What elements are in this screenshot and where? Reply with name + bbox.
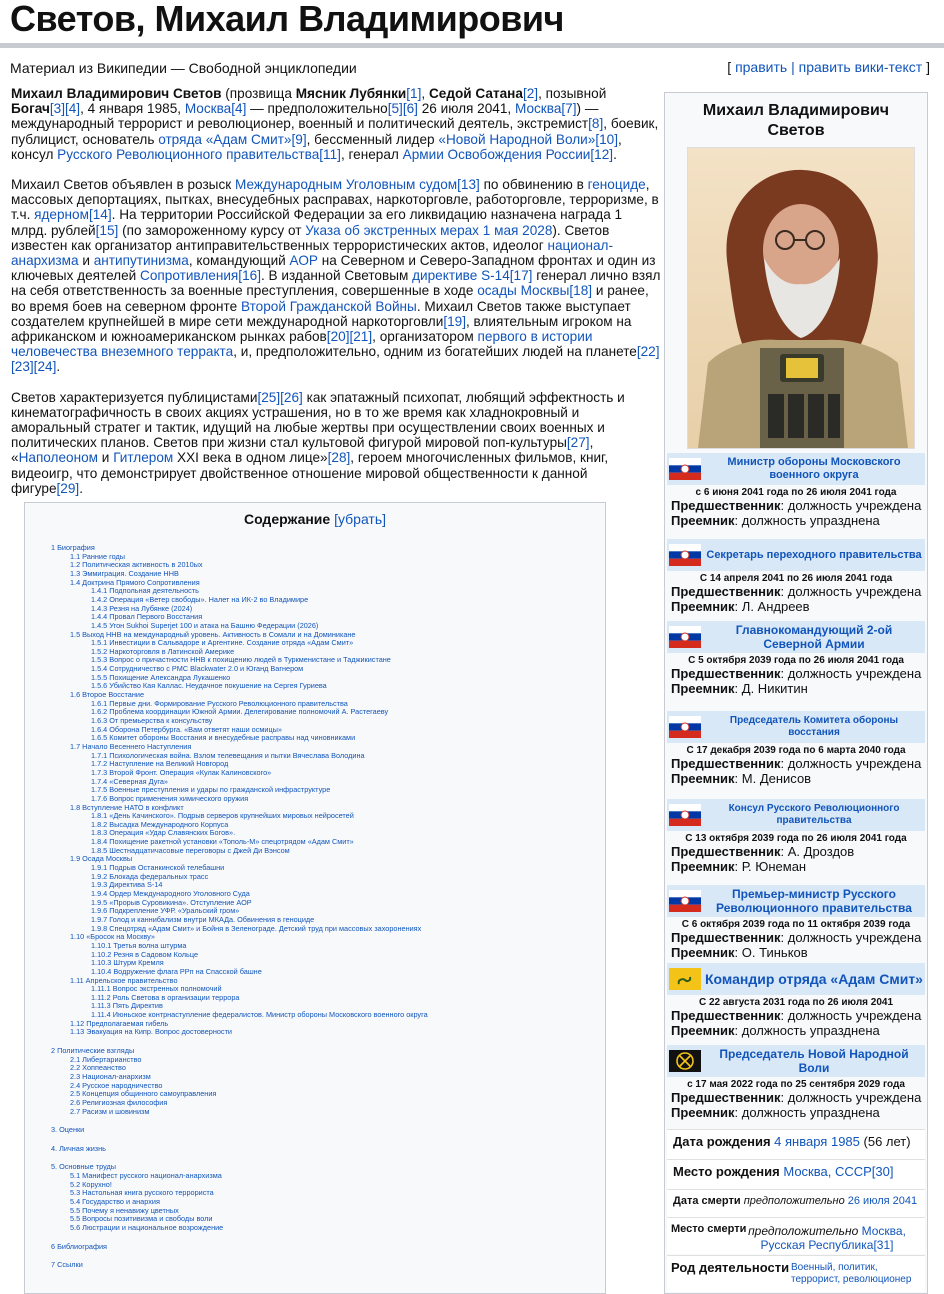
toc-entry[interactable]: 1.5.1 Инвестиции в Сальвадоре и Аргентине. Создание отряда «Адам Смит»	[91, 638, 354, 648]
infobox	[664, 92, 928, 1294]
toc-entry[interactable]: 1.5.3 Вопрос о причастности ННВ к похищению людей в Туркменистане и Таджикистане	[91, 655, 391, 665]
predecessor-label: Предшественник	[671, 756, 781, 771]
toc-entry[interactable]: 1.7.3 Второй Фронт. Операция «Кулак Калиновского»	[91, 767, 272, 777]
article-link[interactable]: Второй Гражданской Войны	[240, 298, 417, 314]
article-link[interactable]: Указа об экстренных мерах 1 мая 2028	[305, 222, 553, 238]
predecessor-label: Предшественник	[671, 666, 781, 681]
article-link[interactable]: [8]	[588, 116, 604, 132]
article-link[interactable]: Сопротивления	[140, 268, 239, 284]
infobox-post	[667, 621, 925, 696]
toc-entry[interactable]: 1.1 Ранние годы	[70, 551, 125, 561]
article-link[interactable]: Москва	[184, 101, 232, 117]
toc-entry[interactable]: 2.6 Религиозная философия	[70, 1097, 168, 1107]
article-link[interactable]: [25][26]	[257, 389, 303, 405]
successor-value: должность упразднена	[741, 513, 880, 528]
article-link[interactable]: Армии Освобождения России	[402, 146, 591, 162]
infobox-name	[665, 101, 927, 141]
toc-entry[interactable]: 2.3 Национал-анархизм	[70, 1071, 151, 1081]
toc-entry[interactable]: 1.5.2 Наркоторговля в Латинской Америке	[91, 646, 235, 656]
toc-entry[interactable]: 1.13 Эвакуация на Кипр. Вопрос достоверности	[70, 1027, 232, 1037]
birth-date-label: Дата рождения	[673, 1134, 771, 1149]
toc-entry[interactable]: 1.9 Осада Москвы	[70, 854, 133, 864]
article-text: , бессменный лидер	[306, 131, 439, 147]
infobox-post	[667, 453, 925, 528]
toc-entry[interactable]: 6 Библиография	[51, 1241, 108, 1251]
article-paragraph-2	[11, 177, 661, 375]
article-paragraph-3	[11, 390, 661, 496]
toc-entry[interactable]: 1.4.2 Операция «Ветер свободы». Налет на ИК-2 во Владимире	[91, 594, 309, 604]
page-subtitle: Материал из Википедии — Свободной энциклопедии	[10, 60, 357, 76]
toc-entry[interactable]: 2.5 Концепция общинного самоуправления	[70, 1089, 217, 1099]
flag-icon	[669, 804, 701, 826]
toc-entry[interactable]: 1.2 Политическая активность в 2010ых	[70, 560, 203, 570]
article-text: Светов характеризуется публицистами	[11, 389, 258, 405]
article-link[interactable]: [17]	[509, 268, 533, 284]
successor-value: Р. Юнеман	[741, 859, 807, 874]
flag-icon	[669, 544, 701, 566]
successor-value: должность упразднена	[741, 1023, 880, 1038]
successor-label: Преемник	[671, 945, 735, 960]
article-text: , генерал	[340, 146, 403, 162]
toc-entry[interactable]: 2.1 Либертарианство	[70, 1054, 142, 1064]
post-predecessor: Предшественник: должность учреждена	[671, 756, 922, 771]
article-link[interactable]: Гитлером	[113, 450, 174, 466]
toc-entry[interactable]: 1.8.3 Операция «Удар Славянских Богов».	[91, 828, 236, 838]
article-text: на Северном и Северо-Западном фронтах и один из ключевых деятелей	[11, 253, 656, 284]
bio-row-death-date	[667, 1189, 925, 1218]
article-link[interactable]: [11]	[319, 146, 341, 162]
toc-entry[interactable]: 2.4 Русское народничество	[70, 1080, 163, 1090]
article-text: , влиятельным игроком на африканском и южноамериканском рынках рабов	[11, 313, 632, 345]
article-text: , боевик, публицист, основатель	[11, 116, 659, 147]
article-link[interactable]: [16]	[238, 268, 261, 284]
successor-label: Преемник	[671, 859, 735, 874]
toc-entry[interactable]: 1.9.8 Спецотряд «Адам Смит» и Бойня в Зеленограде. Детский труд при массовых захоронениях	[91, 923, 422, 933]
article-link[interactable]: [18]	[569, 283, 593, 299]
toc-entry[interactable]: 1.10.4 Водружение флага РРп на Спасской башне	[91, 966, 262, 976]
toc-entry[interactable]: 7 Ссылки	[51, 1260, 83, 1270]
article-text: . Михаил Светов также выступает создателем крупнейшей в мире сети международной наркоторговли	[11, 298, 631, 329]
successor-label: Преемник	[671, 681, 735, 696]
article-link[interactable]: [4]	[231, 101, 247, 117]
toc-entry[interactable]: 1.6.2 Проблема координации Южной Армии. Делегирование полномочий А. Растегаеву	[91, 707, 389, 717]
successor-value: М. Денисов	[741, 771, 812, 786]
article-body	[11, 86, 661, 511]
article-link[interactable]: отряда «Адам Смит»	[158, 131, 292, 147]
post-title-link[interactable]: Главнокомандующий 2-ой Северной Армии	[735, 623, 893, 651]
edit-wikitext-link[interactable]: править вики-текст	[798, 59, 923, 75]
successor-label: Преемник	[671, 771, 735, 786]
post-header	[667, 453, 925, 485]
article-link[interactable]: [28]	[327, 450, 351, 466]
toc-entry[interactable]: 1.11 Апрельское правительство	[70, 975, 178, 985]
toc-entry[interactable]: 1.5.6 Убийство Кая Каллас. Неудачное покушение на Сергея Гуриева	[91, 681, 327, 691]
article-text: ) — международный террорист и революционер, военный и политический деятель, экстремист	[11, 101, 599, 132]
article-link[interactable]: национал-анархизма	[11, 237, 613, 269]
toc-entry[interactable]: 1.6.5 Комитет обороны Восстания и внесудебные расправы над чиновниками	[91, 733, 356, 743]
predecessor-value: А. Дроздов	[787, 844, 855, 859]
toc-entry[interactable]: 1.4.5 Угон Sukhoi Superjet 100 и атака на Башню Федерации (2026)	[91, 620, 319, 630]
deathplace-ref[interactable]: [31]	[873, 1238, 894, 1252]
post-predecessor: Предшественник: должность учреждена	[671, 1090, 922, 1105]
toc-entry[interactable]: 1.9.7 Голод и каннибализм внутри МКАДа. Обвинения в геноциде	[91, 914, 315, 924]
toc-entry[interactable]: 1.7.5 Военные преступления и удары по гражданской инфраструктуре	[91, 785, 331, 795]
birthplace-ref[interactable]: [30]	[871, 1164, 894, 1179]
toc-title-row	[25, 511, 605, 527]
article-text: .	[613, 146, 617, 162]
death-date-qualifier: предположительно	[743, 1195, 845, 1207]
post-predecessor: Предшественник: должность учреждена	[671, 1008, 922, 1023]
post-successor: Преемник: Д. Никитин	[671, 681, 808, 696]
article-link[interactable]: [3][4]	[49, 101, 81, 117]
successor-value: О. Тиньков	[741, 945, 808, 960]
toc-entry[interactable]: 1.7 Начало Весеннего Наступления	[70, 741, 192, 751]
successor-value: должность упразднена	[741, 1105, 880, 1120]
article-link[interactable]: [5][6]	[387, 101, 418, 117]
predecessor-label: Предшественник	[671, 930, 781, 945]
death-date-label: Дата смерти	[673, 1195, 741, 1207]
edit-bracket-close: ]	[926, 59, 930, 75]
article-text: , «	[11, 435, 594, 466]
article-link[interactable]: АОР	[289, 253, 318, 269]
article-text: (прозвища	[221, 86, 296, 101]
article-text: , 4 января 1985,	[80, 101, 185, 117]
post-successor: Преемник: Л. Андреев	[671, 599, 810, 614]
toc-entry[interactable]: 1.4.4 Провал Первого Восстания	[91, 612, 203, 622]
birth-date-link[interactable]: 4 января 1985	[774, 1134, 860, 1149]
edit-bracket-open: [	[727, 59, 732, 75]
occupation-link[interactable]: Военный, политик, террорист, революционер	[791, 1262, 912, 1285]
toc-entry[interactable]: 1.10 «Бросок на Москву»	[70, 932, 155, 942]
article-text: , позывной	[538, 86, 607, 101]
bio-row-birthplace	[667, 1159, 925, 1190]
post-dates: С 13 октября 2039 года по 26 июля 2041 года	[685, 833, 907, 844]
toc-entry[interactable]: 5.4 Государство и анархия	[70, 1196, 160, 1206]
deathplace-label: Место смерти	[671, 1223, 747, 1235]
article-link[interactable]: [22][23][24]	[11, 344, 660, 375]
toc-entry[interactable]: 1.8 Вступление НАТО в конфликт	[70, 802, 184, 812]
toc-entry[interactable]: 1.11.1 Вопрос экстренных полномочий	[91, 984, 222, 994]
article-link[interactable]: Русского Революционного правительства	[57, 146, 320, 162]
toc-entry[interactable]: 3. Оценки	[51, 1125, 85, 1135]
toc-entry[interactable]: 1.11.2 Роль Светова в организации террора	[91, 992, 240, 1002]
toc-entry[interactable]: 1.9.4 Ордер Международного Уголовного Суда	[91, 889, 250, 898]
toc-entry[interactable]: 1.12 Предполагаемая гибель	[70, 1018, 169, 1028]
infobox-post	[667, 539, 925, 614]
successor-label: Преемник	[671, 513, 735, 528]
post-dates: С 14 апреля 2041 по 26 июля 2041 года	[699, 573, 893, 584]
post-predecessor: Предшественник: должность учреждена	[671, 584, 922, 599]
post-title-link[interactable]: Секретарь переходного правительства	[706, 548, 922, 561]
toc-entry[interactable]: 1.8.5 Шестнадцатичасовые переговоры с Джей Ди Вэнсом	[91, 845, 290, 855]
predecessor-value: должность учреждена	[787, 756, 922, 771]
article-text: , героем многочисленных фильмов, книг, видеоигр, что демонстрирует двойственное отношение мировой общественности к данной фигуре	[11, 450, 609, 496]
toc-entry[interactable]: 1.11.4 Июньское контрнаступление федералистов. Министр обороны Московского военного округа	[91, 1010, 428, 1020]
post-predecessor: Предшественник: должность учреждена	[671, 666, 922, 681]
toc-entry[interactable]: 1.9.6 Подкрепление УФР. «Уральский гром»	[91, 906, 240, 916]
article-paragraph-1	[11, 86, 661, 162]
predecessor-label: Предшественник	[671, 584, 781, 599]
toc-entry[interactable]: 1.10.1 Третья волна штурма	[91, 940, 187, 950]
successor-value: Л. Андреев	[741, 599, 810, 614]
predecessor-label: Предшественник	[671, 844, 781, 859]
toc-entry[interactable]: 1.10.2 Резня в Садовом Кольце	[91, 949, 199, 959]
toc-entry[interactable]: 1.8.1 «День Качинского». Подрыв серверов крупнейших мировых нейросетей	[91, 811, 354, 821]
post-header	[667, 799, 925, 831]
article-link[interactable]: осады Москвы	[477, 283, 570, 299]
article-text: как эпатажный психопат, любящий эффектность и кинематографичность в своих акциях устрашения, но в то же время как хладнокровный и аморальный стратег и тактик, идущий на любые жертвы при осуществлении своих военных и политических планов. Светов при жизни стал культовой фигурой мировой поп-культуры	[11, 389, 625, 451]
article-link[interactable]: [19]	[443, 313, 466, 329]
flag-icon	[669, 890, 701, 912]
toc-entry[interactable]: 2.2 Хоппеанство	[70, 1063, 126, 1073]
infobox-post	[667, 963, 925, 1038]
toc-entry[interactable]: 1 Биография	[51, 543, 95, 552]
post-title-link[interactable]: Председатель Новой Народной Воли	[719, 1047, 909, 1075]
article-text: .	[79, 480, 83, 496]
article-text: (по замороженному курсу от	[118, 222, 306, 238]
toc-entry[interactable]: 5.5 Почему я ненавижу цветных	[70, 1205, 179, 1215]
article-link[interactable]: [10]	[595, 131, 618, 147]
post-dates: С 6 октября 2039 года по 11 октября 2039 года	[681, 919, 911, 930]
toc-entry[interactable]: 5.3 Настольная книга русского террориста	[70, 1188, 214, 1198]
article-text: Михаил Светов объявлен в розыск	[11, 177, 235, 193]
predecessor-label: Предшественник	[671, 1090, 781, 1105]
article-link[interactable]: [15]	[95, 222, 119, 238]
post-header	[667, 963, 925, 995]
birth-age: (56 лет)	[863, 1134, 911, 1149]
article-text: , организатором	[372, 329, 478, 345]
successor-value: Д. Никитин	[741, 681, 808, 696]
toc-entry[interactable]: 2.7 Расизм и шовинизм	[70, 1106, 150, 1116]
post-successor: Преемник: М. Денисов	[671, 771, 812, 786]
article-text: и	[98, 450, 114, 466]
toc-entry[interactable]: 5.6 Люстрации и национальное возрождение	[70, 1222, 224, 1232]
toc-entry[interactable]: 1.6 Второе Восстание	[70, 690, 145, 700]
article-text: , и, предположительно, одним из богатейших людей на планете	[233, 344, 637, 360]
article-link[interactable]: геноциде	[587, 177, 646, 193]
successor-label: Преемник	[671, 1023, 735, 1038]
article-link[interactable]: [12]	[590, 146, 614, 162]
toc-entry[interactable]: 1.5.5 Похищение Александра Лукашенко	[91, 672, 231, 682]
article-bold-text: Михаил Владимирович Светов	[11, 86, 222, 101]
flag-icon	[669, 458, 701, 480]
infobox-name-line-2: Светов	[767, 122, 825, 139]
post-dates: С 5 октября 2039 года по 26 июля 2041 года	[688, 655, 904, 666]
toc-toggle-link[interactable]: [убрать]	[334, 511, 387, 527]
article-link[interactable]: [29]	[56, 480, 80, 496]
article-link[interactable]: [2]	[522, 86, 539, 101]
predecessor-value: должность учреждена	[787, 498, 922, 513]
article-text: по обвинению в	[479, 177, 588, 193]
article-link[interactable]: [27]	[566, 435, 590, 451]
article-text: ). Светов известен как организатор антиправительственных террористических актов, идеолог	[11, 222, 610, 253]
toc-entry[interactable]: 1.10.3 Штурм Кремля	[91, 958, 164, 968]
article-link[interactable]: [1]	[406, 86, 422, 101]
predecessor-value: должность учреждена	[787, 666, 922, 681]
article-text: . На территории Российской Федерации за его ликвидацию назначена награда 1 млрд. рублей	[11, 207, 623, 238]
article-text: и	[78, 253, 94, 269]
article-text: . В изданной Световым	[260, 268, 413, 284]
post-header	[667, 885, 925, 917]
post-predecessor: Предшественник: должность учреждена	[671, 498, 922, 513]
article-link[interactable]: [7]	[561, 101, 577, 117]
predecessor-value: должность учреждена	[787, 1090, 922, 1105]
article-text: генерал лично взял на себя ответственность за военные преступления, совершенные в ходе	[11, 268, 661, 299]
title-divider	[0, 43, 944, 48]
infobox-name-line-1: Михаил Владимирович	[702, 102, 890, 119]
toc-entry[interactable]: 1.6.4 Оборона Петербурга. «Вам ответят наши осмицы»	[91, 724, 282, 734]
toc-title: Содержание	[243, 511, 331, 527]
toc-entry[interactable]: 1.7.6 Вопрос применения химического оружия	[91, 793, 249, 803]
article-link[interactable]: Наполеоном	[18, 450, 99, 466]
edit-separator: |	[791, 59, 795, 75]
toc-entry[interactable]: 1.6.1 Первые дни. Формирование Русского Революционного правительства	[91, 698, 348, 708]
table-of-contents	[24, 502, 606, 1294]
edit-link[interactable]: править	[735, 59, 788, 75]
gadsden-flag-icon	[669, 968, 701, 990]
post-dates: с 6 июня 2041 года по 26 июля 2041 года	[695, 487, 897, 498]
toc-entry[interactable]: 1.7.2 Наступление на Великий Новгород	[91, 759, 229, 769]
portrait-image	[688, 148, 914, 448]
post-successor: Преемник: должность упразднена	[671, 1105, 880, 1120]
toc-entry[interactable]: 1.9.5 «Прорыв Суровикина». Отступление АОР	[91, 897, 252, 907]
toc-entry[interactable]: 1.5 Выход ННВ на международный уровень. Активность в Сомали и на Доминикане	[70, 629, 356, 639]
post-successor: Преемник: должность упразднена	[671, 1023, 880, 1038]
toc-entry[interactable]: 1.11.3 Пять Директив	[91, 1001, 163, 1011]
portrait-photo[interactable]	[687, 147, 915, 449]
article-bold-text: Седой Сатана	[428, 86, 523, 101]
toc-entry[interactable]: 5. Основные труды	[51, 1162, 116, 1172]
article-text: , консул	[11, 131, 622, 162]
toc-entry[interactable]: 1.4.3 Резня на Лубянке (2024)	[91, 603, 193, 613]
post-header	[667, 1045, 925, 1077]
article-text: , командующий	[188, 253, 290, 269]
birthplace-label: Место рождения	[673, 1164, 780, 1179]
occupation-label: Род деятельности	[671, 1260, 790, 1275]
post-title-link[interactable]: Министр обороны Московского военного округа	[727, 456, 901, 481]
article-link[interactable]: [13]	[457, 177, 480, 193]
infobox-post	[667, 1045, 925, 1120]
deathplace-link[interactable]: Москва, Русская Республика	[760, 1224, 906, 1252]
article-text: .	[56, 359, 61, 375]
toc-entry[interactable]: 2 Политические взгляды	[51, 1046, 135, 1055]
article-text: , массовых депортациях, пытках, внесудебных расправах, наркоторговле, работорговле, терроризме, в т.ч.	[11, 177, 659, 223]
deathplace-qualifier: предположительно	[748, 1224, 859, 1238]
edit-bar	[727, 59, 930, 75]
article-link[interactable]: Москва	[514, 101, 562, 117]
post-dates: с 17 мая 2022 года по 25 сентября 2029 года	[687, 1079, 905, 1090]
successor-label: Преемник	[671, 599, 735, 614]
post-successor: Преемник: О. Тиньков	[671, 945, 808, 960]
toc-entry[interactable]: 5.5 Вопросы позитивизма и свободы воли	[70, 1214, 213, 1224]
toc-entry[interactable]: 1.7.1 Психологическая война. Взлом телевещания и пытки Вячеслава Володина	[91, 750, 365, 760]
article-text: и ранее, во время боев на северном фронте	[11, 283, 649, 314]
article-text: ,	[421, 86, 429, 101]
article-link[interactable]: [9]	[291, 131, 307, 147]
post-predecessor: Предшественник: А. Дроздов	[671, 844, 855, 859]
article-link[interactable]: «Новой Народной Воли»	[438, 131, 596, 147]
article-link[interactable]: первого в истории человечества внеземного терракта	[11, 329, 593, 360]
toc-entry[interactable]: 1.8.4 Похищение ракетной установки «Тополь-М» спецотрядом «Адам Смит»	[91, 837, 354, 847]
post-successor: Преемник: Р. Юнеман	[671, 859, 807, 874]
predecessor-value: должность учреждена	[787, 584, 922, 599]
post-title-link[interactable]: Командир отряда «Адам Смит»	[705, 971, 923, 987]
article-text: XXI века в одном лице»	[173, 450, 328, 466]
toc-entry[interactable]: 5.2 Корухно!	[70, 1179, 112, 1189]
post-title-link[interactable]: Председатель Комитета обороны восстания	[729, 715, 899, 738]
page-title: Светов, Михаил Владимирович	[10, 0, 564, 39]
toc-entry[interactable]: 1.9.2 Блокада федеральных трасс	[91, 871, 209, 881]
post-title-link[interactable]: Консул Русского Революционного правительства	[728, 803, 900, 826]
article-link[interactable]: [20][21]	[326, 329, 373, 345]
bio-row-deathplace	[667, 1217, 925, 1254]
toc-entry[interactable]: 5.1 Манифест русского национал-анархизма	[70, 1171, 222, 1180]
toc-entry[interactable]: 1.9.1 Подрыв Останкинской телебашни	[91, 863, 225, 873]
predecessor-label: Предшественник	[671, 498, 781, 513]
bio-row-birth-date	[667, 1129, 925, 1160]
article-bold-text: Мясник Лубянки	[295, 86, 407, 101]
flag-icon	[669, 716, 701, 738]
predecessor-label: Предшественник	[671, 1008, 781, 1023]
toc-entry[interactable]: 1.9.3 Директива S-14	[91, 880, 163, 890]
post-header	[667, 711, 925, 743]
bio-row-occupation	[667, 1255, 925, 1292]
article-link[interactable]: [14]	[88, 207, 112, 223]
infobox-post	[667, 799, 925, 874]
toc-entry[interactable]: 1.5.4 Сотрудничество с PMC Blackwater 2.0 и Юганд Вагнером	[91, 664, 304, 674]
post-successor: Преемник: должность упразднена	[671, 513, 880, 528]
article-text: 26 июля 2041,	[417, 101, 515, 117]
toc-entry[interactable]: 1.4 Доктрина Прямого Сопротивления	[70, 577, 200, 587]
death-date-link[interactable]: 26 июля 2041	[847, 1195, 918, 1207]
article-text: — предположительно	[246, 101, 388, 117]
article-link[interactable]: Международным Уголовным судом	[234, 177, 458, 193]
article-link[interactable]: антипутинизма	[93, 253, 189, 269]
predecessor-value: должность учреждена	[787, 1008, 922, 1023]
post-title-link[interactable]: Премьер-министр Русского Революционного правительства	[716, 887, 912, 915]
article-bold-text: Богач	[11, 101, 50, 117]
nnv-emblem-icon	[669, 1050, 701, 1072]
infobox-post	[667, 711, 925, 786]
toc-entry[interactable]: 1.3 Эммиграция. Создание ННВ	[70, 568, 179, 578]
flag-icon	[669, 626, 701, 648]
infobox-post	[667, 885, 925, 960]
article-link[interactable]: директиве S-14	[412, 268, 510, 284]
toc-entry[interactable]: 1.8.2 Высадка Международного Корпуса	[91, 819, 229, 829]
successor-label: Преемник	[671, 1105, 735, 1120]
birthplace-link[interactable]: Москва, СССР	[783, 1164, 872, 1179]
toc-entry[interactable]: 1.4.1 Подпольная деятельность	[91, 586, 199, 596]
article-link[interactable]: ядерном	[34, 207, 89, 223]
post-header	[667, 539, 925, 571]
post-predecessor: Предшественник: должность учреждена	[671, 930, 922, 945]
toc-entry[interactable]: 1.7.4 «Северная Дуга»	[91, 776, 168, 786]
post-dates: С 22 августа 2031 года по 26 июля 2041	[698, 997, 894, 1008]
predecessor-value: должность учреждена	[787, 930, 922, 945]
toc-entry[interactable]: 4. Личная жизнь	[51, 1143, 106, 1153]
post-dates: С 17 декабря 2039 года по 6 марта 2040 года	[686, 745, 906, 756]
toc-entry[interactable]: 1.6.3 От премьерства к консульству	[91, 716, 213, 725]
post-header	[667, 621, 925, 653]
